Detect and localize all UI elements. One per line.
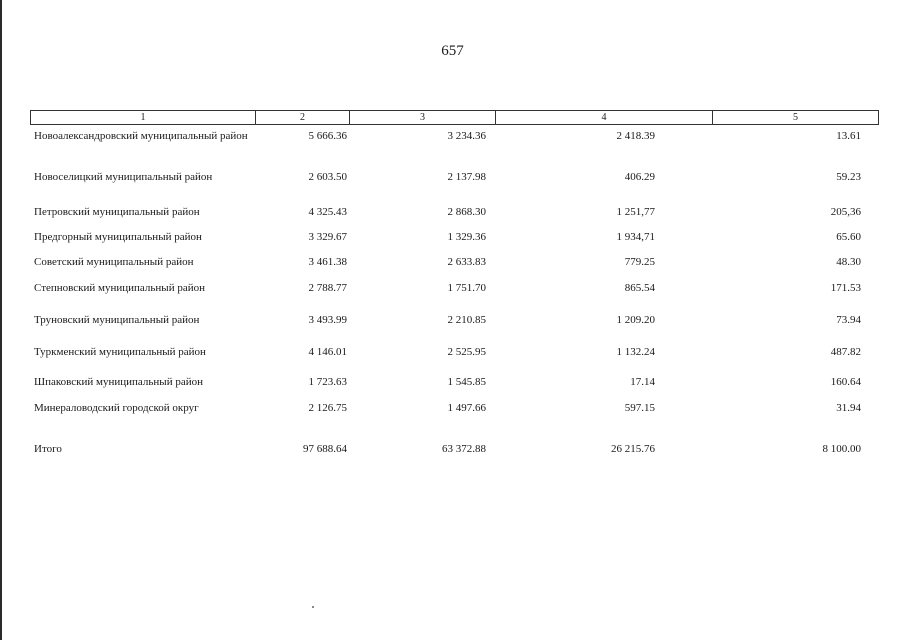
cell-col-3: 2 633.83 <box>447 256 486 268</box>
row-name: Петровский муниципальный район <box>34 206 200 218</box>
cell-col-4: 779.25 <box>624 256 655 268</box>
cell-col-3: 1 329.36 <box>447 231 486 243</box>
row-name: Новоселицкий муниципальный район <box>34 171 213 183</box>
cell-col-3: 1 545.85 <box>447 376 486 388</box>
row-name: Новоалександровский муниципальный район <box>34 130 248 142</box>
column-header-4: 4 <box>495 110 713 125</box>
cell-col-2: 5 666.36 <box>308 130 347 142</box>
cell-col-4: 1 934,71 <box>616 231 655 243</box>
cell-col-2: 2 126.75 <box>308 402 347 414</box>
row-name: Степновский муниципальный район <box>34 282 205 294</box>
cell-col-4: 406.29 <box>624 171 655 183</box>
cell-col-2: 2 788.77 <box>308 282 347 294</box>
column-header-2: 2 <box>255 110 350 125</box>
cell-col-5: 171.53 <box>830 282 861 294</box>
cell-col-4: 1 132.24 <box>616 346 655 358</box>
total-col-5: 8 100.00 <box>822 443 861 455</box>
cell-col-3: 3 234.36 <box>447 130 486 142</box>
cell-col-2: 2 603.50 <box>308 171 347 183</box>
cell-col-2: 3 329.67 <box>308 231 347 243</box>
cell-col-2: 1 723.63 <box>308 376 347 388</box>
total-col-2: 97 688.64 <box>303 443 347 455</box>
cell-col-4: 17.14 <box>630 376 655 388</box>
column-header-5: 5 <box>712 110 879 125</box>
cell-col-5: 160.64 <box>830 376 861 388</box>
cell-col-5: 205,36 <box>830 206 861 218</box>
cell-col-5: 487.82 <box>830 346 861 358</box>
cell-col-5: 31.94 <box>836 402 861 414</box>
total-col-3: 63 372.88 <box>442 443 486 455</box>
page-number: 657 <box>441 43 464 59</box>
cell-col-2: 4 325.43 <box>308 206 347 218</box>
row-name: Шпаковский муниципальный район <box>34 376 203 388</box>
cell-col-3: 2 210.85 <box>447 314 486 326</box>
row-name: Туркменский муниципальный район <box>34 346 206 358</box>
row-name: Труновский муниципальный район <box>34 314 200 326</box>
row-name: Предгорный муниципальный район <box>34 231 202 243</box>
cell-col-5: 48.30 <box>836 256 861 268</box>
cell-col-4: 865.54 <box>624 282 655 294</box>
column-header-3: 3 <box>349 110 496 125</box>
total-label: Итого <box>34 443 62 455</box>
cell-col-2: 3 493.99 <box>308 314 347 326</box>
cell-col-5: 65.60 <box>836 231 861 243</box>
scan-speck <box>312 606 314 608</box>
cell-col-4: 1 251,77 <box>616 206 655 218</box>
row-name: Советский муниципальный район <box>34 256 194 268</box>
cell-col-3: 2 525.95 <box>447 346 486 358</box>
column-header-1: 1 <box>30 110 256 125</box>
cell-col-3: 2 868.30 <box>447 206 486 218</box>
cell-col-4: 1 209.20 <box>616 314 655 326</box>
cell-col-2: 4 146.01 <box>308 346 347 358</box>
cell-col-4: 597.15 <box>624 402 655 414</box>
row-name: Минераловодский городской округ <box>34 402 199 414</box>
cell-col-2: 3 461.38 <box>308 256 347 268</box>
cell-col-3: 2 137.98 <box>447 171 486 183</box>
cell-col-4: 2 418.39 <box>616 130 655 142</box>
cell-col-5: 59.23 <box>836 171 861 183</box>
cell-col-5: 13.61 <box>836 130 861 142</box>
cell-col-5: 73.94 <box>836 314 861 326</box>
total-col-4: 26 215.76 <box>611 443 655 455</box>
left-margin-rule <box>0 0 2 640</box>
cell-col-3: 1 497.66 <box>447 402 486 414</box>
cell-col-3: 1 751.70 <box>447 282 486 294</box>
